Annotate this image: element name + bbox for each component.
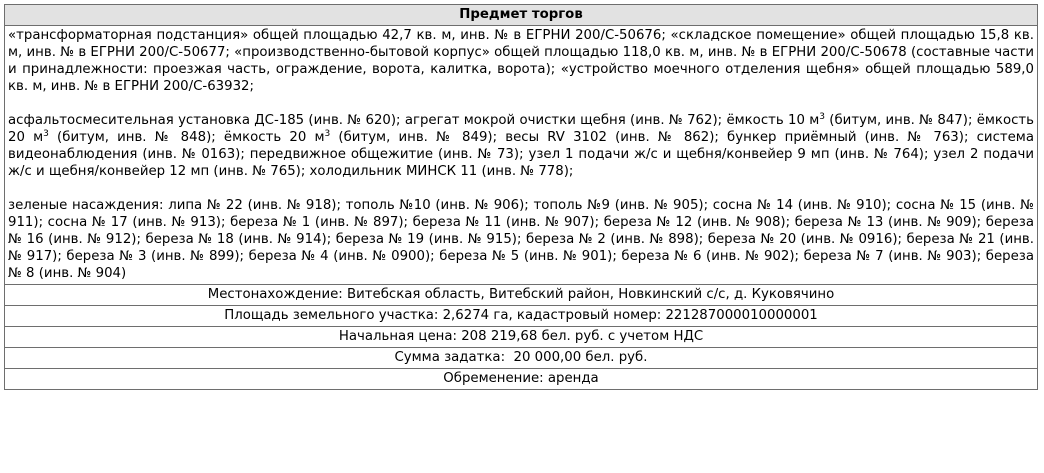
deposit-text: Сумма задатка: 20 000,00 бел. руб.	[5, 348, 1038, 369]
location-row	[5, 285, 1038, 306]
trees-paragraph: зеленые насаждения: липа № 22 (инв. № 918); тополь №10 (инв. № 906); тополь №9 (инв. № 905); сосна № 14 (инв. № 910); сосна № 15 (инв. № 911); сосна № 17 (инв. № 913); береза № 1 (инв. № 897); береза № 11 (инв. № 907); береза № 12 (инв. № 908); береза № 13 (инв. № 909); береза № 16 (инв. № 912); береза № 18 (инв. № 914); береза № 19 (инв. № 915); береза № 2 (инв. № 898); береза № 20 (инв. № 0916); береза № 21 (инв. № 917); береза № 3 (инв. № 899); береза № 4 (инв. № 0900); береза № 5 (инв. № 901); береза № 6 (инв. № 902); береза № 7 (инв. № 903); береза № 8 (инв. № 904)	[8, 198, 1034, 281]
land-area-row	[5, 306, 1038, 327]
buildings-paragraph: «трансформаторная подстанция» общей площадью 42,7 кв. м, инв. № в ЕГРНИ 200/С-50676; «складское помещение» общей площадью 15,8 кв. м, инв. № в ЕГРНИ 200/С-50677; «производственно-бытовой корпус» общей площадью 118,0 кв. м, инв. № в ЕГРНИ 200/С-50678 (составные части и принадлежности: проезжая часть, ограждение, ворота, калитка, ворота); «устройство моечного отделения щебня» общей площадью 589,0 кв. м, инв. № в ЕГРНИ 200/С-63932;	[8, 28, 1034, 94]
starting-price-text: Начальная цена: 208 219,68 бел. руб. с учетом НДС	[5, 327, 1038, 348]
land-area-text: Площадь земельного участка: 2,6274 га, кадастровый номер: 221287000010000001	[5, 306, 1038, 327]
location-text: Местонахождение: Витебская область, Витебский район, Новкинский с/с, д. Куковячино	[5, 285, 1038, 306]
equipment-text-2: (битум, инв. № 847); ёмкость 20 м	[8, 113, 1034, 145]
encumbrance-row	[5, 369, 1038, 390]
cubic-superscript-2: 3	[43, 129, 49, 139]
cubic-superscript-1: 3	[819, 112, 825, 122]
cubic-superscript-3: 3	[324, 129, 331, 139]
subject-row	[5, 26, 1038, 285]
subject-description	[5, 26, 1038, 285]
equipment-text-1: асфальтосмесительная установка ДС-185 (инв. № 620); агрегат мокрой очистки щебня (инв. № 762); ёмкость 10 м	[8, 113, 820, 128]
table-title: Предмет торгов	[5, 5, 1038, 26]
header-row	[5, 5, 1038, 26]
equipment-text-4: (битум, инв. № 849); весы RV 3102 (инв. № 862); бункер приёмный (инв. № 763); система видеонаблюдения (инв. № 0163); передвижное общежитие (инв. № 73); узел 1 подачи ж/с и щебня/конвейер 9 мп (инв. № 764); узел 2 подачи ж/с и щебня/конвейер 12 мп (инв. № 765); холодильник МИНСК 11 (инв. № 778);	[8, 130, 1034, 179]
lot-info-table	[4, 4, 1038, 390]
starting-price-row	[5, 327, 1038, 348]
deposit-row	[5, 348, 1038, 369]
encumbrance-text: Обременение: аренда	[5, 369, 1038, 390]
equipment-text-3: (битум, инв. № 848); ёмкость 20 м	[48, 130, 325, 145]
equipment-paragraph	[8, 112, 1034, 180]
